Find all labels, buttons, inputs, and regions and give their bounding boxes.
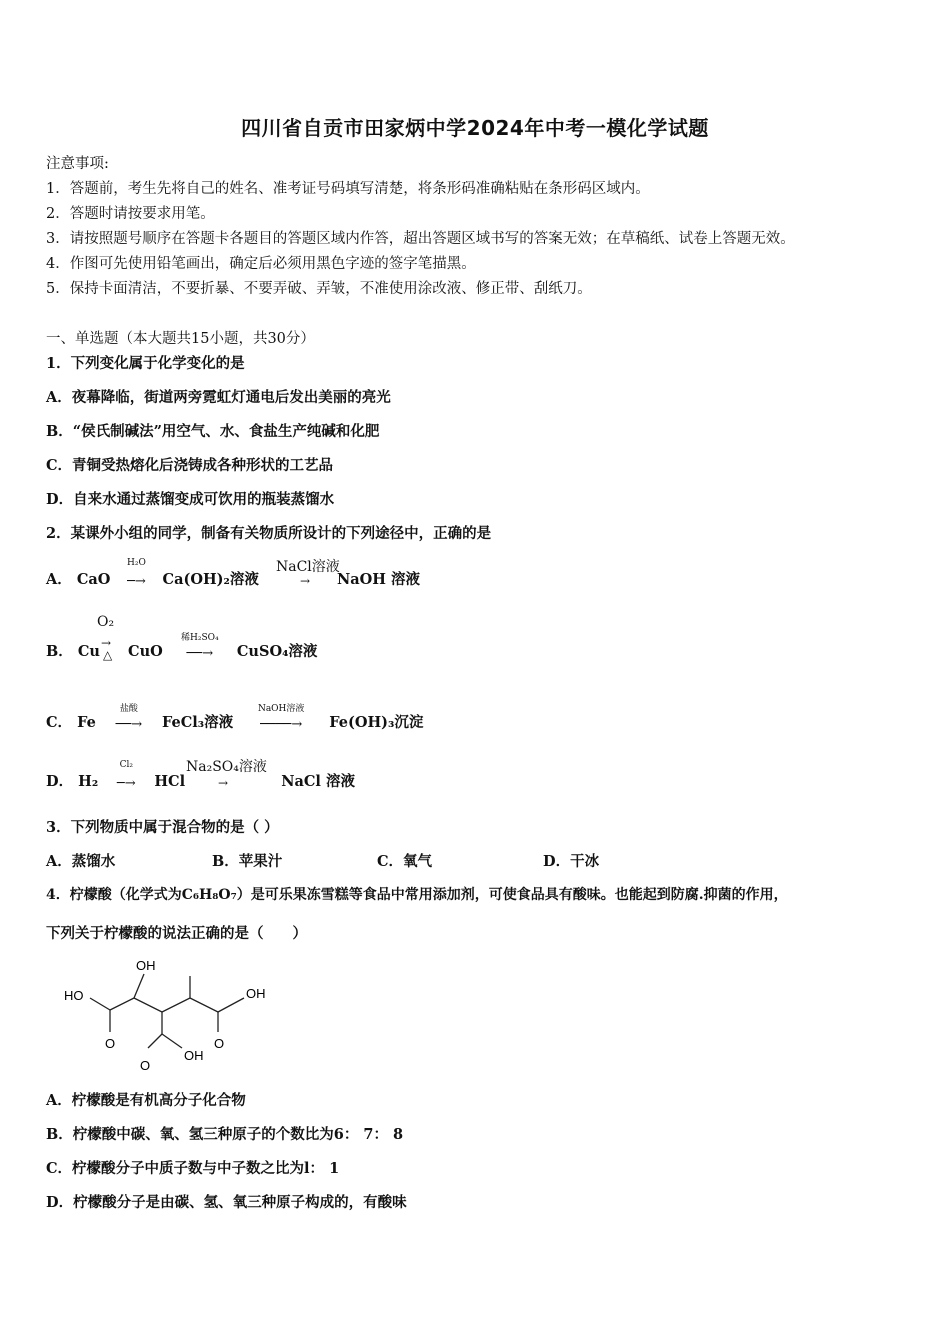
q2d-s2: HCl <box>154 773 186 790</box>
q4-option-d: D．柠檬酸分子是由碳、氢、氧三种原子构成的，有酸味 <box>46 1194 407 1211</box>
struct-oh-bottom: OH <box>184 1048 204 1063</box>
q4-option-c: C．柠檬酸分子中质子数与中子数之比为l： 1 <box>46 1160 340 1177</box>
q2a-s3: NaOH 溶液 <box>337 571 421 588</box>
q1-option-d: D．自来水通过蒸馏变成可饮用的瓶装蒸馏水 <box>46 491 335 508</box>
q2d-s1: H₂ <box>78 773 99 790</box>
struct-ho-left: HO <box>64 988 84 1003</box>
q2a-reagent-2: NaCl溶液 <box>276 559 340 575</box>
note-item-2: 2．答题时请按要求用笔。 <box>46 206 215 222</box>
q2-option-c <box>46 703 424 732</box>
q4-stem-line-2: 下列关于柠檬酸的说法正确的是（ ） <box>46 925 307 942</box>
q2-option-b <box>46 632 318 661</box>
q2d-reagent-2: Na₂SO₄溶液 <box>186 759 267 775</box>
q3-stem: 3．下列物质中属于混合物的是（ ） <box>46 819 279 836</box>
note-item-1: 1．答题前，考生先将自己的姓名、准考证号码填写清楚，将条形码准确粘贴在条形码区域内。 <box>46 181 650 197</box>
citric-acid-structure <box>58 952 278 1074</box>
q2c-reagent-2: NaOH溶液 <box>257 703 305 714</box>
note-item-3: 3．请按照题号顺序在答题卡各题目的答题区域内作答，超出答题区域书写的答案无效；在草稿纸、试卷上答题无效。 <box>46 231 795 247</box>
q2a-label: A． <box>46 571 72 588</box>
q4-option-b: B．柠檬酸中碳、氧、氢三种原子的个数比为6： 7： 8 <box>46 1126 404 1143</box>
q2b-heat-condition: △ <box>103 648 113 662</box>
q2c-arrow-2: NaOH溶液 ────→ <box>238 715 324 732</box>
q2c-s3: Fe(OH)₃沉淀 <box>329 714 424 731</box>
q4-stem-line-1: 4．柠檬酸（化学式为C₆H₈O₇）是可乐果冻雪糕等食品中常用添加剂，可使食品具有酸味。也能起到防腐.抑菌的作用， <box>46 887 788 903</box>
struct-o-right: O <box>214 1036 225 1051</box>
q2b-arrow-2: 稀H₂SO₄ ──→ <box>168 644 232 661</box>
page-title: 四川省自贡市田家炳中学2024年中考一模化学试题 <box>241 116 709 140</box>
q2b-s1: Cu <box>77 643 100 660</box>
q2a-arrow-1: H₂O ─→ <box>115 572 157 589</box>
q2a-s1: CaO <box>76 571 111 588</box>
q2d-s3: NaCl 溶液 <box>281 773 355 790</box>
q2a-reagent-1: H₂O <box>127 557 146 568</box>
q2b-s2: CuO <box>128 643 163 660</box>
q1-option-a: A．夜幕降临，街道两旁霓虹灯通电后发出美丽的亮光 <box>46 389 391 406</box>
q2b-reagent-1: O₂ <box>97 614 115 630</box>
struct-o-bottom: O <box>140 1058 151 1073</box>
q2c-s2: FeCl₃溶液 <box>161 714 234 731</box>
notes-heading: 注意事项: <box>46 156 109 172</box>
q1-stem: 1．下列变化属于化学变化的是 <box>46 355 245 372</box>
q2d-arrow-1: Cl₂ ─→ <box>103 774 149 791</box>
q2c-arrow-1: 盐酸 ──→ <box>101 715 157 732</box>
q2c-reagent-1: 盐酸 <box>119 703 138 714</box>
note-item-5: 5．保持卡面清洁，不要折暴、不要弄破、弄皱，不准使用涂改液、修正带、刮纸刀。 <box>46 281 592 297</box>
q3-option-b: B．苹果汁 <box>212 853 283 870</box>
q2d-arrow-2: → <box>218 776 229 790</box>
q3-option-a: A．蒸馏水 <box>46 853 116 870</box>
q2b-arrow-1: → <box>101 636 112 650</box>
q2-stem: 2．某课外小组的同学，制备有关物质所设计的下列途径中，正确的是 <box>46 525 492 542</box>
q2d-label: D． <box>46 773 74 790</box>
struct-o-left: O <box>105 1036 116 1051</box>
q2b-reagent-2: 稀H₂SO₄ <box>181 632 219 643</box>
q2a-s2: Ca(OH)₂溶液 <box>162 571 259 588</box>
q3-option-c: C．氧气 <box>377 853 433 870</box>
q2a-arrow-2: → <box>300 574 311 588</box>
q2b-s3: CuSO₄溶液 <box>236 643 318 660</box>
struct-oh-top: OH <box>136 958 156 973</box>
q2c-label: C． <box>46 714 73 731</box>
q2b-label: B． <box>46 643 73 660</box>
q4-option-a: A．柠檬酸是有机高分子化合物 <box>46 1092 246 1109</box>
q3-option-d: D．干冰 <box>543 853 600 870</box>
q1-option-b: B．“侯氏制碱法”用空气、水、食盐生产纯碱和化肥 <box>46 423 380 440</box>
note-item-4: 4．作图可先使用铅笔画出，确定后必须用黑色字迹的签字笔描黑。 <box>46 256 476 272</box>
q1-option-c: C．青铜受热熔化后浇铸成各种形状的工艺品 <box>46 457 334 474</box>
q2d-reagent-1: Cl₂ <box>119 759 133 770</box>
section-heading: 一、单选题（本大题共15小题，共30分） <box>46 331 315 347</box>
struct-oh-right: OH <box>246 986 266 1001</box>
q2c-s1: Fe <box>77 714 96 731</box>
